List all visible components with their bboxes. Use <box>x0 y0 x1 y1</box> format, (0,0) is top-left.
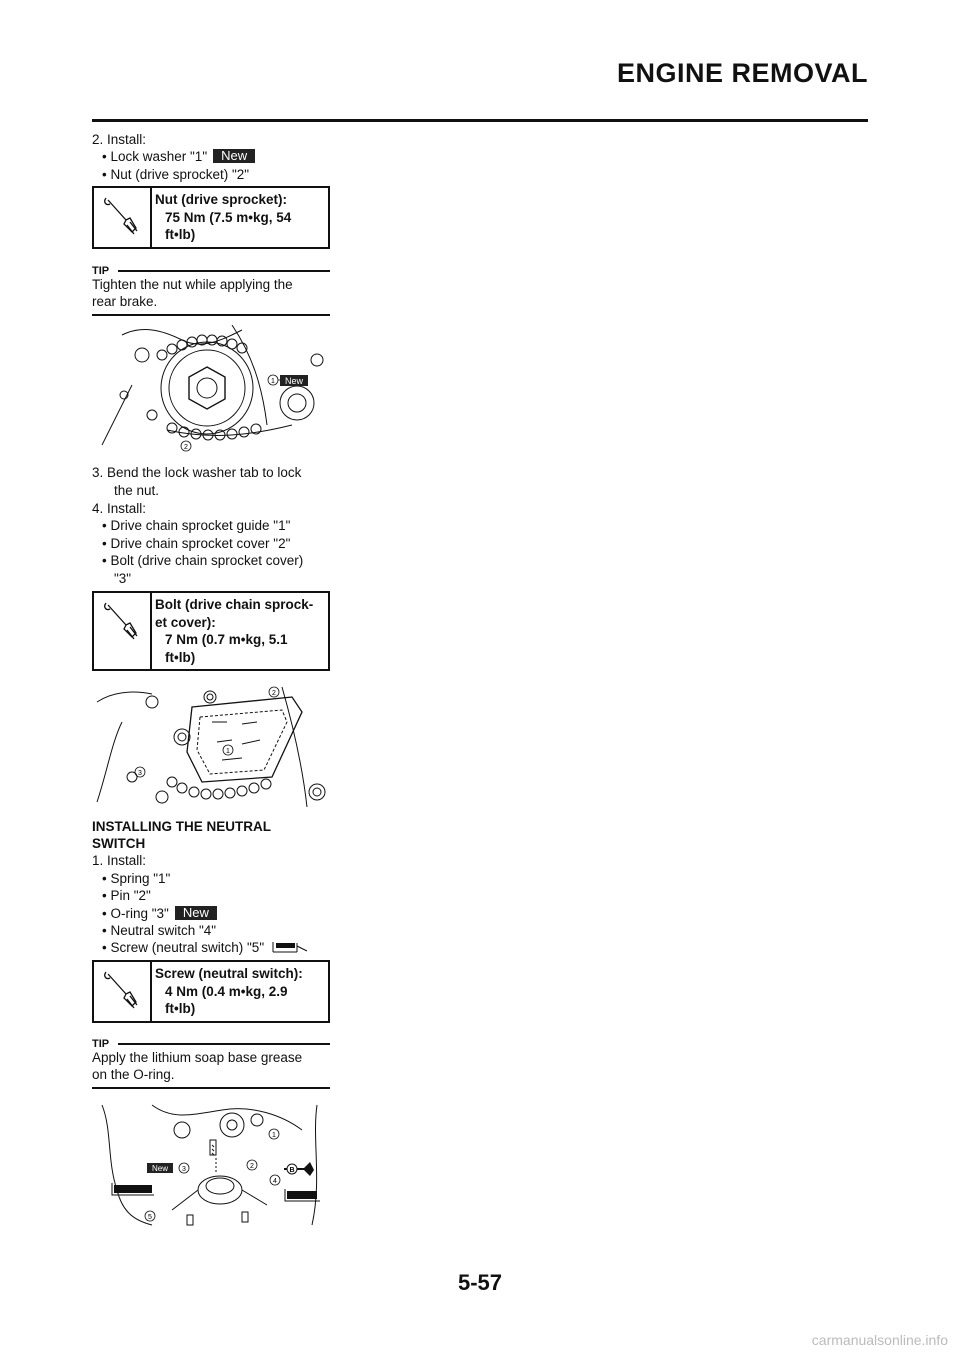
figure-neutral-switch <box>92 1100 330 1230</box>
neutral-item-3: • O-ring "3" New <box>102 905 217 923</box>
step-2-label: 2. Install: <box>92 132 147 147</box>
content-column <box>92 0 330 1358</box>
callout-3: 3 <box>182 1166 186 1173</box>
torque-wrench-icon <box>94 188 152 247</box>
new-badge: New <box>175 906 217 920</box>
neutral-item-2: • Pin "2" <box>102 888 151 903</box>
tip-line-1: Apply the lithium soap base grease <box>92 1050 303 1065</box>
torque-spec-box <box>92 591 330 671</box>
tip-line-1: Tighten the nut while applying the <box>92 277 293 292</box>
callout-2: 2 <box>184 444 188 451</box>
callout-2: 2 <box>272 690 276 697</box>
spec-text: Nut (drive sprocket): 75 Nm (7.5 m•kg, 54 ft•lb) <box>155 192 292 242</box>
tip-line-2: rear brake. <box>92 294 158 309</box>
callout-5: 5 <box>148 1214 152 1221</box>
callout-2: 2 <box>250 1163 254 1170</box>
step-2-item-2: • Nut (drive sprocket) "2" <box>102 167 250 182</box>
section-heading-line-2: SWITCH <box>92 836 146 851</box>
new-badge: New <box>213 149 255 163</box>
callout-3: 3 <box>138 770 142 777</box>
figure-drive-sprocket <box>92 325 330 457</box>
step-4-label: 4. Install: <box>92 501 147 516</box>
torque-spec-box <box>92 960 330 1023</box>
callout-1: 1 <box>271 378 275 385</box>
figure-1-new-badge: New <box>284 376 304 386</box>
spec-text: Screw (neutral switch): 4 Nm (0.4 m•kg, 2.9 ft•lb) <box>155 966 303 1016</box>
step-4-item-3-cont: "3" <box>114 571 132 586</box>
figure-sprocket-cover <box>92 682 330 810</box>
page-title: ENGINE REMOVAL <box>616 58 868 88</box>
neutral-step-1-label: 1. Install: <box>92 853 147 868</box>
section-heading-line-1: INSTALLING THE NEUTRAL <box>92 819 271 834</box>
thread-locker-icon <box>271 940 309 954</box>
step-3-line-1: 3. Bend the lock washer tab to lock <box>92 465 302 480</box>
callout-1: 1 <box>226 748 230 755</box>
spec-text: Bolt (drive chain sprock- et cover): 7 Nm (0.7 m•kg, 5.1 ft•lb) <box>155 597 314 665</box>
tip-heading: TIP <box>92 1038 110 1050</box>
torque-wrench-icon <box>94 962 152 1021</box>
tip-rule-top <box>118 1043 330 1045</box>
figure-3-new-badge: New <box>151 1164 169 1173</box>
step-4-item-1: • Drive chain sprocket guide "1" <box>102 518 291 533</box>
step-3-line-2: the nut. <box>114 483 160 498</box>
page-number: 5-57 <box>457 1270 503 1295</box>
callout-1: 1 <box>272 1132 276 1139</box>
tip-rule-bottom <box>92 1087 330 1089</box>
grease-mark: B <box>289 1167 295 1174</box>
watermark[interactable]: carmanualsonline.info <box>811 1332 948 1348</box>
tip-rule-top <box>118 270 330 272</box>
step-2-item-1: • Lock washer "1" New <box>102 148 255 166</box>
torque-spec-box <box>92 186 330 249</box>
tip-heading: TIP <box>92 265 110 277</box>
callout-4: 4 <box>273 1178 277 1185</box>
neutral-item-4: • Neutral switch "4" <box>102 923 217 938</box>
neutral-item-5: • Screw (neutral switch) "5" <box>102 939 309 957</box>
neutral-item-1: • Spring "1" <box>102 871 171 886</box>
step-4-item-3: • Bolt (drive chain sprocket cover) <box>102 553 304 568</box>
tip-rule-bottom <box>92 314 330 316</box>
torque-wrench-icon <box>94 593 152 669</box>
step-4-item-2: • Drive chain sprocket cover "2" <box>102 536 291 551</box>
tip-line-2: on the O-ring. <box>92 1067 175 1082</box>
